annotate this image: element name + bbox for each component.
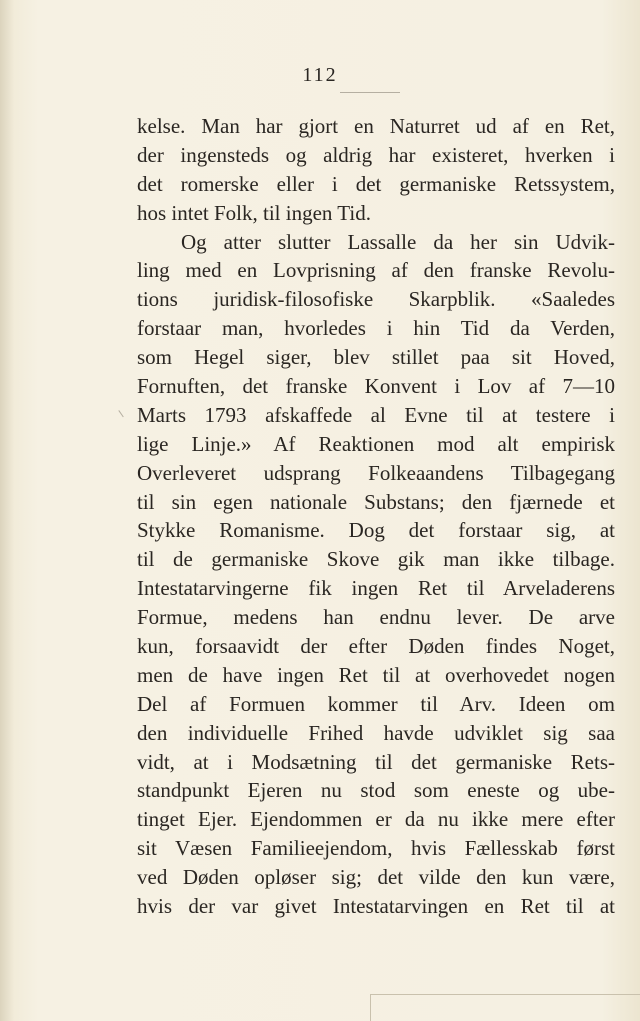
text-line: Del af Formuen kommer til Arv. Ideen om bbox=[137, 691, 615, 716]
text-line: sit Væsen Familieejendom, hvis Fællesskab først bbox=[137, 836, 615, 861]
text-line: til sin egen nationale Substans; den fjærnede et bbox=[137, 489, 615, 514]
text-line: lige Linje.» Af Reaktionen mod alt empirisk bbox=[137, 431, 615, 456]
text-line: tinget Ejer. Ejendommen er da nu ikke mere efter bbox=[137, 807, 615, 832]
text-line: tions juridisk-filosofiske Skarpblik. «Saaledes bbox=[137, 287, 615, 312]
binding-shadow bbox=[0, 0, 14, 1021]
text-line: til de germaniske Skove gik man ikke tilbage. bbox=[137, 547, 615, 572]
bottom-frame-line bbox=[370, 994, 640, 995]
text-line: ling med en Lovprisning af den franske Revolu- bbox=[137, 258, 615, 283]
text-line: den individuelle Frihed havde udviklet sig saa bbox=[137, 720, 615, 745]
page-number: 112 bbox=[302, 64, 338, 86]
text-line: kun, forsaavidt der efter Døden findes Noget, bbox=[137, 634, 615, 659]
margin-mark bbox=[118, 407, 128, 418]
text-line: hvis der var givet Intestatarvingen en Ret til at bbox=[137, 894, 615, 919]
text-line: Fornuften, det franske Konvent i Lov af 7—10 bbox=[137, 374, 615, 399]
text-line: hos intet Folk, til ingen Tid. bbox=[137, 200, 371, 225]
text-line: ved Døden opløser sig; det vilde den kun være, bbox=[137, 865, 615, 890]
text-line: som Hegel siger, blev stillet paa sit Hoved, bbox=[137, 345, 615, 370]
text-line: det romerske eller i det germaniske Retssystem, bbox=[137, 171, 615, 196]
text-line: Og atter slutter Lassalle da her sin Udvik- bbox=[181, 229, 615, 254]
text-line: Overleveret udsprang Folkeaandens Tilbagegang bbox=[137, 460, 615, 485]
text-line: Stykke Romanisme. Dog det forstaar sig, at bbox=[137, 518, 615, 543]
text-line: kelse. Man har gjort en Naturret ud af en Ret, bbox=[137, 114, 615, 138]
body-text bbox=[137, 112, 615, 921]
text-line: forstaar man, hvorledes i hin Tid da Verden, bbox=[137, 316, 615, 341]
page-number-rule bbox=[340, 92, 400, 93]
text-line: der ingensteds og aldrig har existeret, hverken i bbox=[137, 142, 615, 167]
text-line: Intestatarvingerne fik ingen Ret til Arveladerens bbox=[137, 576, 615, 601]
text-line: Formue, medens han endnu lever. De arve bbox=[137, 605, 615, 630]
text-line: standpunkt Ejeren nu stod som eneste og ube- bbox=[137, 778, 615, 803]
text-line: vidt, at i Modsætning til det germaniske Rets- bbox=[137, 749, 615, 774]
text-line: men de have ingen Ret til at overhovedet nogen bbox=[137, 662, 615, 687]
text-line: Marts 1793 afskaffede al Evne til at testere i bbox=[137, 402, 615, 427]
bottom-frame-edge bbox=[370, 994, 371, 1021]
